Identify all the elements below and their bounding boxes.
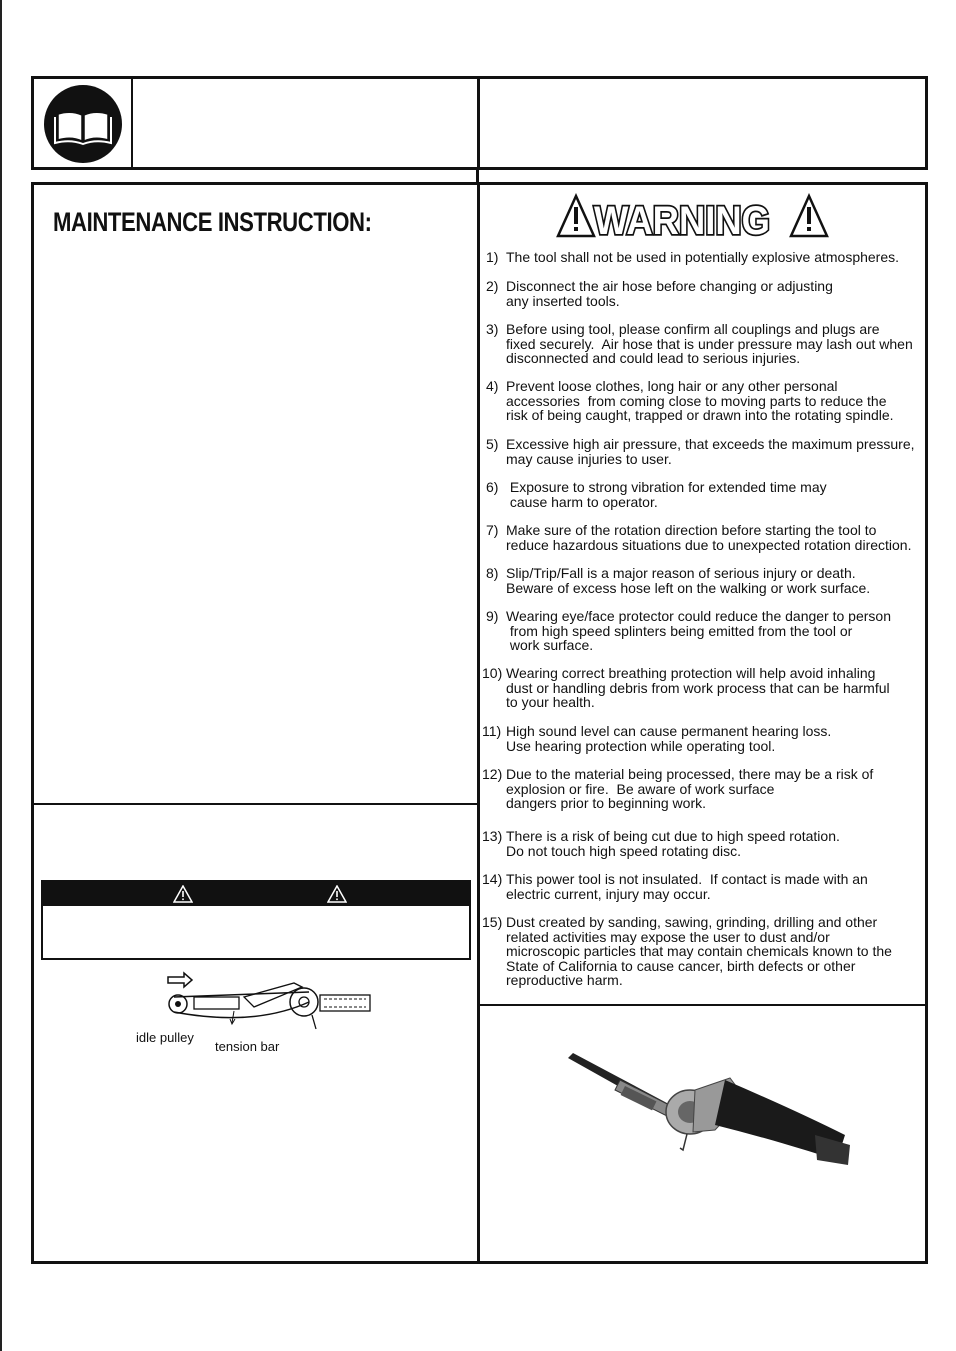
- caution-box: [41, 880, 471, 960]
- warning-item-text: Dust created by sanding, sawing, grinding, drilling and other related activities may expose the user to dust and/or microscopic particles that may contain chemicals known to the State of California to cause cancer, birth defects or other reproductive harm.: [506, 914, 892, 988]
- tension-bar-label: tension bar: [215, 1039, 280, 1054]
- warning-item: [482, 915, 926, 988]
- warning-item-number: 3): [486, 321, 499, 337]
- warning-triangle-icon: [558, 196, 594, 236]
- warning-item: [482, 437, 926, 466]
- warning-item: [482, 566, 926, 595]
- warning-item-number: 5): [486, 436, 499, 452]
- warning-triangle-icon: [327, 885, 347, 903]
- header-divider: [477, 79, 480, 167]
- warning-item-number: 8): [486, 565, 499, 581]
- warning-item-text: Excessive high air pressure, that exceeds the maximum pressure, may cause injuries to user.: [506, 436, 915, 467]
- warning-item: [482, 523, 926, 552]
- warning-item: [482, 609, 926, 653]
- warning-item-text: High sound level can cause permanent hearing loss. Use hearing protection while operating tool.: [506, 723, 832, 754]
- warning-item-text: Exposure to strong vibration for extended time may cause harm to operator.: [509, 479, 827, 510]
- warning-item-text: Wearing correct breathing protection will help avoid inhaling dust or handling debris from work process that can be harmful to your health.: [506, 665, 890, 710]
- warning-item-number: 7): [486, 522, 499, 538]
- warning-item-text: Before using tool, please confirm all couplings and plugs are fixed securely. Air hose that is under pressure may lash out when disconnected and could lead to serious injuries.: [506, 321, 913, 366]
- frame-connector: [476, 170, 479, 182]
- warning-item-number: 12): [482, 766, 503, 782]
- left-section-divider: [34, 803, 477, 805]
- warning-item: [482, 379, 926, 423]
- header-divider: [131, 79, 133, 167]
- warning-item-number: 4): [486, 378, 499, 394]
- belt-sander-photo: [565, 1050, 855, 1170]
- warning-item: [482, 322, 926, 366]
- warning-item: [482, 872, 926, 901]
- warning-item-text: There is a risk of being cut due to high speed rotation. Do not touch high speed rotating disc.: [506, 828, 840, 859]
- warning-item-text: The tool shall not be used in potentially explosive atmospheres.: [506, 249, 900, 265]
- warning-item-text: Make sure of the rotation direction before starting the tool to reduce hazardous situations due to unexpected rotation direction.: [506, 522, 912, 553]
- warning-item-number: 1): [486, 249, 499, 265]
- right-section-divider: [480, 1004, 925, 1006]
- idle-pulley-label: idle pulley: [136, 1030, 194, 1045]
- warning-item-text: Slip/Trip/Fall is a major reason of serious injury or death. Beware of excess hose left on the walking or work surface.: [506, 565, 871, 596]
- manual-book-icon: [43, 84, 123, 164]
- warning-item: [482, 279, 926, 308]
- warning-item-text: Due to the material being processed, there may be a risk of explosion or fire. Be aware of work surface dangers prior to beginning work.: [506, 766, 874, 811]
- warning-triangle-icon: [173, 885, 193, 903]
- warning-item-text: Wearing eye/face protector could reduce the danger to person from high speed splinters being emitted from the tool or work surface.: [506, 608, 891, 653]
- caution-bar: [43, 882, 469, 906]
- warning-item-number: 11): [482, 723, 502, 739]
- warning-title: WARNING: [594, 199, 770, 241]
- maintenance-title: MAINTENANCE INSTRUCTION:: [53, 207, 372, 237]
- warning-item: [482, 480, 926, 509]
- warning-item-number: 9): [486, 608, 499, 624]
- warning-triangle-icon: [791, 196, 827, 236]
- warning-item: [482, 829, 926, 858]
- warning-item-number: 10): [482, 665, 503, 681]
- column-divider: [477, 185, 480, 1261]
- header-box: [31, 76, 928, 170]
- warning-item-text: Prevent loose clothes, long hair or any other personal accessories from coming close to moving parts to reduce the risk of being caught, trapped or drawn into the rotating spindle.: [506, 378, 894, 423]
- warning-item: [482, 666, 926, 710]
- warning-item-number: 6): [486, 479, 499, 495]
- warning-item-number: 14): [482, 871, 503, 887]
- warning-item-number: 2): [486, 278, 499, 294]
- warning-item: [482, 767, 926, 811]
- warning-header: [522, 193, 842, 241]
- page-edge-line: [0, 0, 2, 1351]
- warning-item: [482, 724, 926, 753]
- warning-item-number: 15): [482, 914, 503, 930]
- warning-item-text: Disconnect the air hose before changing or adjusting any inserted tools.: [506, 278, 833, 309]
- warning-item: [482, 250, 926, 265]
- warning-item-text: This power tool is not insulated. If contact is made with an electric current, injury may occur.: [506, 871, 868, 902]
- warning-item-number: 13): [482, 828, 503, 844]
